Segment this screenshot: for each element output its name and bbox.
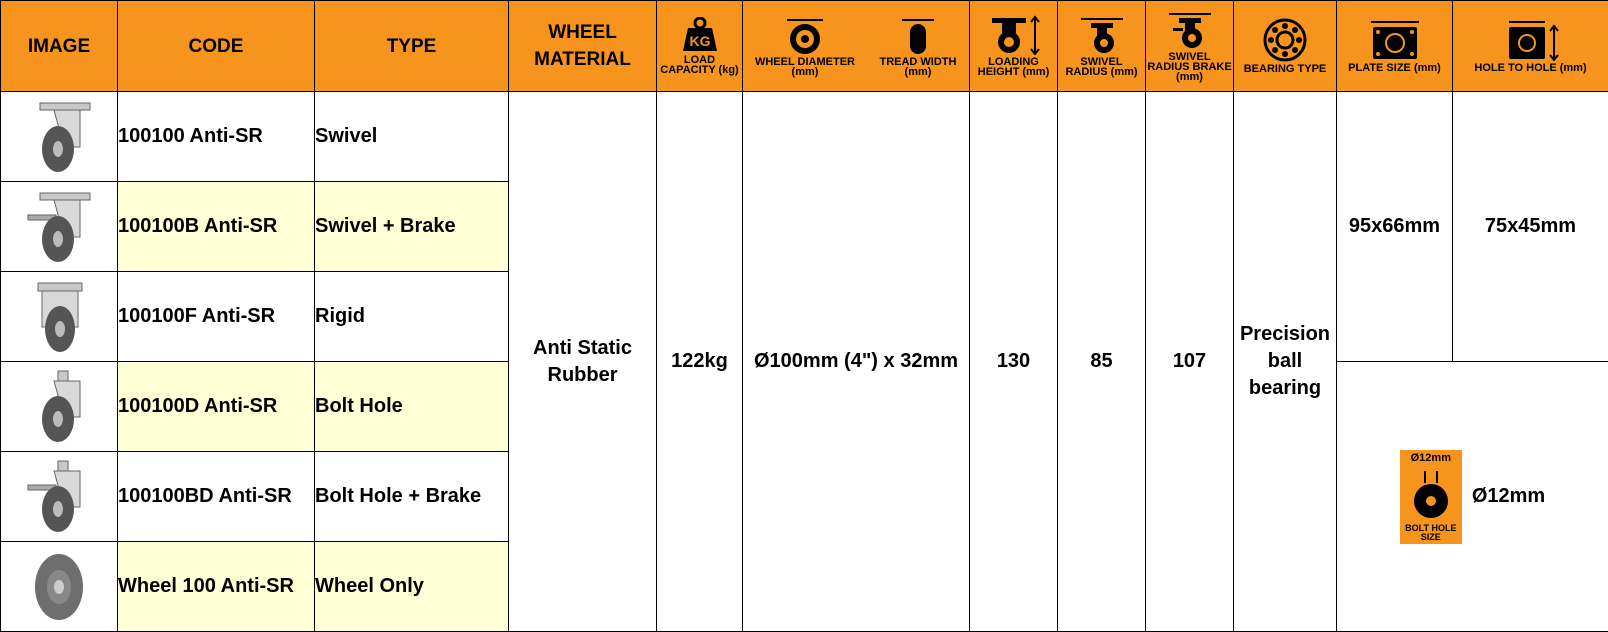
plate-size-icon: [1365, 19, 1425, 61]
header-load-capacity: [657, 1, 743, 92]
product-image-cell: [1, 452, 118, 542]
product-type: Rigid: [315, 272, 509, 362]
product-type: Swivel: [315, 92, 509, 182]
product-image-cell: [1, 92, 118, 182]
product-code: Wheel 100 Anti-SR: [118, 542, 315, 632]
header-wheel-size: [743, 1, 970, 92]
bolt-hole-size-badge: [1400, 450, 1462, 544]
header-wheel-diameter-label: WHEEL DIAMETER (mm): [743, 57, 867, 77]
header-swivel-radius-brake-label: SWIVEL RADIUS BRAKE (mm): [1146, 52, 1233, 82]
header-loading-height-label: LOADING HEIGHT (mm): [970, 57, 1057, 77]
loading-height-icon: [986, 15, 1042, 55]
header-wheel-material: WHEEL MATERIAL: [509, 1, 657, 92]
bolt-hole-cell: [1337, 362, 1608, 632]
header-hole-to-hole: [1453, 1, 1608, 92]
header-bearing-type-label: BEARING TYPE: [1244, 64, 1327, 74]
product-code: 100100B Anti-SR: [118, 182, 315, 272]
header-bearing-type: [1234, 1, 1337, 92]
ball-bearing-icon: [1263, 18, 1307, 62]
swivel-radius-icon: [1077, 15, 1127, 55]
wheel-material-cell: Anti Static Rubber: [509, 92, 657, 632]
load-capacity-cell: 122kg: [657, 92, 743, 632]
bolt-hole-badge-bottom: BOLT HOLE SIZE: [1400, 524, 1462, 542]
product-type: Bolt Hole: [315, 362, 509, 452]
bolt-hole-icon: [1411, 469, 1451, 519]
product-image-cell: [1, 182, 118, 272]
header-swivel-radius-brake: [1146, 1, 1234, 92]
tread-width-icon: [896, 15, 940, 55]
header-type: TYPE: [315, 1, 509, 92]
header-loading-height: [970, 1, 1058, 92]
swivel-radius-brake-icon: [1165, 10, 1215, 50]
bolt-hole-caster-icon: [24, 369, 94, 445]
wheel-size-cell: Ø100mm (4") x 32mm: [743, 92, 970, 632]
loading-height-cell: 130: [970, 92, 1058, 632]
product-type: Swivel + Brake: [315, 182, 509, 272]
header-image: IMAGE: [1, 1, 118, 92]
bolt-hole-brake-caster-icon: [24, 459, 94, 535]
table-row: [1, 92, 1608, 182]
swivel-brake-caster-icon: [24, 189, 94, 265]
header-swivel-radius-label: SWIVEL RADIUS (mm): [1058, 57, 1145, 77]
product-type: Bolt Hole + Brake: [315, 452, 509, 542]
plate-size-cell: 95x66mm: [1337, 92, 1453, 362]
header-hole-to-hole-label: HOLE TO HOLE (mm): [1474, 63, 1586, 73]
header-code: CODE: [118, 1, 315, 92]
product-code: 100100BD Anti-SR: [118, 452, 315, 542]
hole-to-hole-cell: 75x45mm: [1453, 92, 1608, 362]
product-code: 100100 Anti-SR: [118, 92, 315, 182]
header-row: [1, 1, 1608, 92]
product-code: 100100D Anti-SR: [118, 362, 315, 452]
wheel-diameter-icon: [783, 15, 827, 55]
swivel-caster-icon: [24, 99, 94, 175]
product-image-cell: [1, 542, 118, 632]
wheel-only-icon: [24, 549, 94, 625]
product-code: 100100F Anti-SR: [118, 272, 315, 362]
rigid-caster-icon: [24, 279, 94, 355]
header-tread-width-label: TREAD WIDTH (mm): [867, 57, 969, 77]
product-image-cell: [1, 272, 118, 362]
header-plate-size: [1337, 1, 1453, 92]
bolt-hole-badge-top: Ø12mm: [1411, 452, 1451, 464]
bolt-hole-value: Ø12mm: [1472, 485, 1545, 508]
swivel-radius-brake-cell: 107: [1146, 92, 1234, 632]
product-image-cell: [1, 362, 118, 452]
kg-badge-text: KG: [689, 33, 710, 49]
header-plate-size-label: PLATE SIZE (mm): [1348, 63, 1441, 73]
kg-weight-icon: [680, 17, 720, 53]
product-type: Wheel Only: [315, 542, 509, 632]
header-swivel-radius: [1058, 1, 1146, 92]
hole-to-hole-icon: [1501, 19, 1561, 61]
header-load-capacity-label: LOAD CAPACITY (kg): [657, 55, 742, 75]
swivel-radius-cell: 85: [1058, 92, 1146, 632]
bearing-type-cell: Precision ball bearing: [1234, 92, 1337, 632]
